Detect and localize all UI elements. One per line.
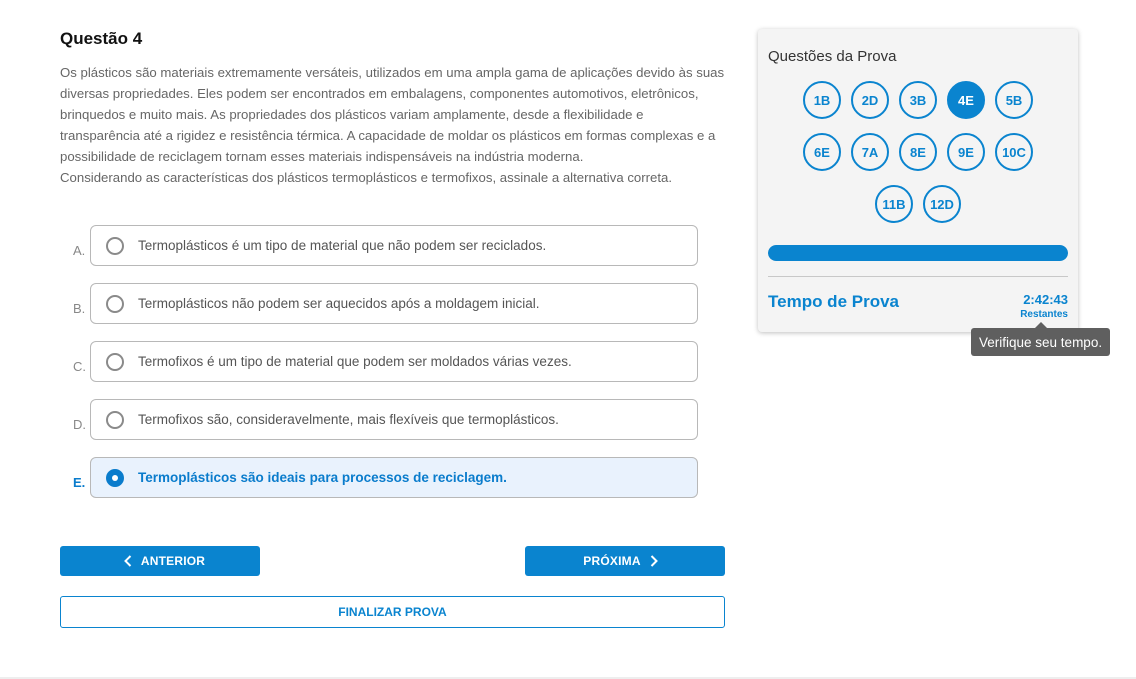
question-prompt: Considerando as características dos plásticos termoplásticos e termofixos, assinale a alternativa correta. bbox=[60, 170, 673, 185]
question-navigator bbox=[788, 81, 1048, 227]
option-letter: E. bbox=[73, 475, 86, 490]
question-bubble-9[interactable]: 9E bbox=[947, 133, 985, 171]
question-bubble-1[interactable]: 1B bbox=[803, 81, 841, 119]
panel-title: Questões da Prova bbox=[768, 48, 897, 65]
question-bubble-6[interactable]: 6E bbox=[803, 133, 841, 171]
question-bubble-2[interactable]: 2D bbox=[851, 81, 889, 119]
option-d[interactable] bbox=[60, 399, 700, 442]
option-box[interactable] bbox=[90, 341, 698, 382]
radio-button-selected-icon[interactable] bbox=[106, 469, 124, 487]
exam-time-label: Tempo de Prova bbox=[768, 292, 899, 311]
radio-button-icon[interactable] bbox=[106, 353, 124, 371]
time-tooltip: Verifique seu tempo. bbox=[971, 328, 1110, 356]
option-e[interactable] bbox=[60, 457, 700, 500]
question-title: Questão 4 bbox=[60, 29, 143, 48]
option-text: Termofixos é um tipo de material que podem ser moldados várias vezes. bbox=[138, 354, 572, 369]
exam-questions-panel bbox=[758, 29, 1078, 332]
option-letter: D. bbox=[73, 417, 86, 432]
question-area bbox=[60, 28, 725, 188]
question-bubble-10[interactable]: 10C bbox=[995, 133, 1033, 171]
question-bubble-7[interactable]: 7A bbox=[851, 133, 889, 171]
option-letter: B. bbox=[73, 301, 86, 316]
option-box[interactable] bbox=[90, 457, 698, 498]
finish-exam-button[interactable]: FINALIZAR PROVA bbox=[60, 596, 725, 628]
radio-button-icon[interactable] bbox=[106, 295, 124, 313]
option-letter: A. bbox=[73, 243, 86, 258]
divider bbox=[768, 276, 1068, 277]
progress-bar bbox=[768, 245, 1068, 261]
option-a[interactable] bbox=[60, 225, 700, 268]
question-bubble-4[interactable]: 4E bbox=[947, 81, 985, 119]
option-text: Termoplásticos é um tipo de material que não podem ser reciclados. bbox=[138, 238, 547, 253]
question-paragraph: Os plásticos são materiais extremamente versáteis, utilizados em uma ampla gama de aplicações devido às suas diversas propriedades. Eles podem ser encontrados em embalagens, componentes automotivos, eletrônicos, brinquedos e muito mais. As propriedades dos plásticos variam amplamente, desde a flexibilidade e transparência até a rigidez e resistência térmica. A capacidade de moldar os plásticos em formas complexas e a possibilidade de reciclagem tornam esses materiais indispensáveis na indústria moderna. bbox=[60, 65, 725, 164]
option-text: Termoplásticos não podem ser aquecidos após a moldagem inicial. bbox=[138, 296, 540, 311]
option-box[interactable] bbox=[90, 225, 698, 266]
option-box[interactable] bbox=[90, 283, 698, 324]
option-text: Termoplásticos são ideais para processos de reciclagem. bbox=[138, 470, 507, 485]
option-box[interactable] bbox=[90, 399, 698, 440]
question-bubble-11[interactable]: 11B bbox=[875, 185, 913, 223]
question-text bbox=[60, 62, 725, 188]
next-button-label: PRÓXIMA bbox=[583, 554, 641, 568]
previous-button[interactable] bbox=[60, 546, 260, 576]
question-bubble-3[interactable]: 3B bbox=[899, 81, 937, 119]
option-text: Termofixos são, consideravelmente, mais flexíveis que termoplásticos. bbox=[138, 412, 559, 427]
answer-options bbox=[60, 225, 700, 515]
question-bubble-12[interactable]: 12D bbox=[923, 185, 961, 223]
chevron-right-icon bbox=[650, 555, 658, 567]
option-b[interactable] bbox=[60, 283, 700, 326]
radio-button-icon[interactable] bbox=[106, 237, 124, 255]
remaining-label: Restantes bbox=[1020, 309, 1068, 320]
radio-button-icon[interactable] bbox=[106, 411, 124, 429]
progress-fill bbox=[768, 245, 1068, 261]
question-bubble-5[interactable]: 5B bbox=[995, 81, 1033, 119]
option-c[interactable] bbox=[60, 341, 700, 384]
option-letter: C. bbox=[73, 359, 86, 374]
remaining-time: 2:42:43 bbox=[1023, 292, 1068, 307]
question-bubble-8[interactable]: 8E bbox=[899, 133, 937, 171]
next-button[interactable] bbox=[525, 546, 725, 576]
previous-button-label: ANTERIOR bbox=[140, 554, 206, 568]
chevron-left-icon bbox=[124, 555, 132, 567]
